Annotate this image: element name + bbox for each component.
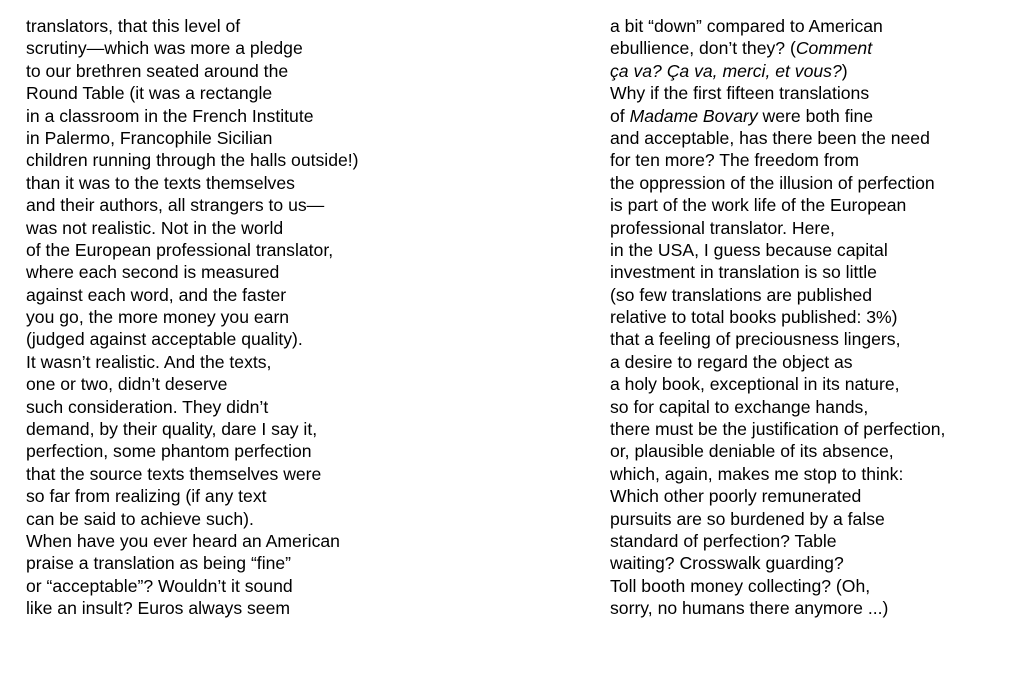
text-segment: sorry, no humans there anymore ...) — [610, 598, 889, 619]
text-line — [610, 351, 945, 373]
text-line — [26, 105, 359, 127]
text-segment: a bit “down” compared to American — [610, 16, 883, 36]
text-line — [610, 37, 945, 59]
text-segment: and their authors, all strangers to us— — [26, 195, 325, 216]
text-segment: so for capital to exchange hands, — [610, 396, 869, 417]
italic-text-segment: Madame Bovary — [629, 105, 758, 126]
text-line — [26, 328, 359, 350]
text-segment: which, again, makes me stop to think: — [610, 463, 904, 484]
text-segment: children running through the halls outside!) — [26, 150, 359, 171]
text-segment: of the European professional translator, — [26, 239, 334, 260]
text-line — [26, 373, 359, 395]
text-segment: pursuits are so burdened by a false — [610, 508, 885, 529]
text-segment: (judged against acceptable quality). — [26, 329, 303, 350]
text-line — [610, 418, 945, 440]
text-segment: of — [610, 105, 630, 126]
text-segment: like an insult? Euros always seem — [26, 598, 291, 619]
text-segment: and acceptable, has there been the need — [610, 127, 930, 148]
text-line — [26, 597, 359, 619]
text-segment: such consideration. They didn’t — [26, 396, 269, 417]
text-segment: demand, by their quality, dare I say it, — [26, 419, 318, 440]
text-segment: can be said to achieve such). — [26, 508, 254, 529]
text-line — [26, 440, 359, 462]
text-line — [610, 373, 945, 395]
text-line — [26, 575, 359, 597]
text-line — [26, 463, 359, 485]
text-segment: was not realistic. Not in the world — [26, 217, 284, 238]
text-line — [26, 508, 359, 530]
text-line — [610, 172, 945, 194]
text-segment: praise a translation as being “fine” — [26, 553, 292, 574]
text-segment: Why if the first fifteen translations — [610, 83, 870, 104]
text-segment: relative to total books published: 3%) — [610, 307, 898, 328]
text-segment: Toll booth money collecting? (Oh, — [610, 575, 871, 596]
text-segment: professional translator. Here, — [610, 217, 835, 238]
text-segment: there must be the justification of perfection, — [610, 419, 946, 440]
text-segment: or, plausible deniable of its absence, — [610, 441, 894, 462]
text-segment: It wasn’t realistic. And the texts, — [26, 351, 272, 372]
text-line — [26, 127, 359, 149]
text-line — [610, 530, 945, 552]
text-line — [610, 217, 945, 239]
text-line — [26, 239, 359, 261]
text-line — [610, 328, 945, 350]
text-line — [610, 284, 945, 306]
text-line — [610, 261, 945, 283]
text-segment: than it was to the texts themselves — [26, 172, 295, 193]
text-segment: where each second is measured — [26, 262, 280, 283]
text-line — [610, 306, 945, 328]
text-segment: a desire to regard the object as — [610, 351, 853, 372]
text-segment: to our brethren seated around the — [26, 60, 289, 81]
text-segment: ebullience, don’t they? ( — [610, 38, 796, 59]
text-line — [610, 552, 945, 574]
text-segment: scrutiny—which was more a pledge — [26, 38, 303, 59]
text-line — [26, 351, 359, 373]
text-line — [610, 485, 945, 507]
text-line — [610, 127, 945, 149]
text-segment: one or two, didn’t deserve — [26, 374, 228, 395]
text-segment: that a feeling of preciousness lingers, — [610, 329, 901, 350]
italic-text-segment: Comment — [795, 38, 873, 59]
text-segment: the oppression of the illusion of perfection — [610, 172, 935, 193]
text-line — [610, 239, 945, 261]
text-line — [26, 15, 359, 37]
text-segment: in Palermo, Francophile Sicilian — [26, 127, 273, 148]
text-segment: against each word, and the faster — [26, 284, 287, 305]
text-segment: standard of perfection? Table — [610, 530, 837, 551]
text-segment: perfection, some phantom perfection — [26, 441, 312, 462]
text-line — [26, 172, 359, 194]
text-line — [610, 82, 945, 104]
text-segment: is part of the work life of the European — [610, 195, 907, 216]
text-segment: a holy book, exceptional in its nature, — [610, 374, 900, 395]
text-line — [26, 37, 359, 59]
text-line — [26, 194, 359, 216]
text-line — [610, 597, 945, 619]
text-line — [26, 60, 359, 82]
text-segment: Round Table (it was a rectangle — [26, 83, 273, 104]
text-line — [610, 463, 945, 485]
text-line — [26, 284, 359, 306]
text-line — [610, 575, 945, 597]
text-segment: investment in translation is so little — [610, 262, 877, 283]
text-segment: in a classroom in the French Institute — [26, 105, 314, 126]
text-column-right — [610, 15, 945, 620]
text-line — [26, 261, 359, 283]
text-segment: waiting? Crosswalk guarding? — [610, 553, 844, 574]
text-column-left — [26, 15, 359, 620]
text-segment: Which other poorly remunerated — [610, 486, 862, 507]
italic-text-segment: ça va? Ça va, merci, et vous? — [610, 60, 842, 81]
text-segment: that the source texts themselves were — [26, 463, 322, 484]
text-line — [610, 105, 945, 127]
text-line — [610, 396, 945, 418]
text-line — [26, 82, 359, 104]
text-segment: were both fine — [757, 105, 874, 126]
text-segment: so far from realizing (if any text — [26, 486, 267, 507]
text-line — [610, 60, 945, 82]
text-line — [26, 485, 359, 507]
text-line — [610, 15, 945, 37]
text-line — [26, 552, 359, 574]
text-line — [26, 418, 359, 440]
text-segment: for ten more? The freedom from — [610, 150, 860, 171]
text-line — [26, 217, 359, 239]
text-segment: When have you ever heard an American — [26, 530, 340, 551]
text-segment: or “acceptable”? Wouldn’t it sound — [26, 575, 293, 596]
text-line — [26, 149, 359, 171]
text-line — [26, 530, 359, 552]
text-segment: ) — [841, 60, 848, 81]
text-segment: in the USA, I guess because capital — [610, 239, 888, 260]
text-segment: (so few translations are published — [610, 284, 873, 305]
text-line — [26, 306, 359, 328]
text-line — [26, 396, 359, 418]
text-line — [610, 440, 945, 462]
text-line — [610, 508, 945, 530]
text-segment: you go, the more money you earn — [26, 307, 290, 328]
text-segment: translators, that this level of — [26, 16, 241, 36]
text-line — [610, 149, 945, 171]
text-line — [610, 194, 945, 216]
